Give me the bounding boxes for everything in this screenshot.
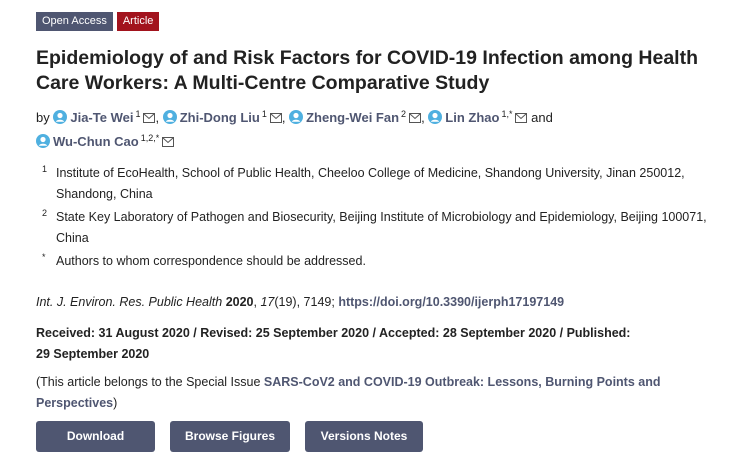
special-issue-note <box>36 372 726 414</box>
affiliation-item <box>36 163 736 205</box>
authors-conjunction: and <box>531 110 553 125</box>
special-issue-suffix: ) <box>113 396 118 410</box>
article-type-badge: Article <box>117 12 160 31</box>
open-access-badge[interactable]: Open Access <box>36 12 113 31</box>
affiliation-text: Institute of EcoHealth, School of Public Health, Cheeloo College of Medicine, Shandong University, Jinan 250012, Shandong, China <box>56 166 685 201</box>
doi-link[interactable]: https://doi.org/10.3390/ijerph17197149 <box>338 295 565 309</box>
author-name[interactable]: Wu-Chun Cao <box>53 134 139 149</box>
author-name[interactable]: Zheng-Wei Fan <box>306 110 400 125</box>
email-icon[interactable] <box>143 113 155 123</box>
browse-figures-button[interactable]: Browse Figures <box>170 421 290 452</box>
author-profile-icon <box>428 110 442 124</box>
author-link[interactable] <box>163 110 282 125</box>
article-title: Epidemiology of and Risk Factors for COVID-19 Infection among Health Care Workers: A Multi-Centre Comparative Study <box>36 47 699 94</box>
publication-dates: Received: 31 August 2020 / Revised: 25 September 2020 / Accepted: 28 September 2020 / Published: 29 September 2020 <box>36 326 631 361</box>
affiliation-mark: * <box>42 252 46 262</box>
author-affiliation-mark: 2 <box>401 109 407 119</box>
special-issue-link[interactable]: SARS-CoV2 and COVID-19 Outbreak: Lessons, Burning Points and Perspectives <box>36 375 661 410</box>
affiliations <box>36 163 736 274</box>
author-profile-icon <box>36 134 50 148</box>
email-icon[interactable] <box>162 137 174 147</box>
author-profile-icon <box>289 110 303 124</box>
badges <box>36 12 159 31</box>
affiliation-mark: 2 <box>42 208 48 218</box>
author-link[interactable] <box>53 110 155 125</box>
email-icon[interactable] <box>409 113 421 123</box>
citation-volume: 17 <box>260 295 275 309</box>
citation-year: 2020 <box>225 295 254 309</box>
affiliation-item <box>36 251 736 272</box>
author-link[interactable] <box>36 134 174 149</box>
author-list: by Jia-Te Wei $^1$ , Zhi-Dong Liu $^1$ , Zheng-Wei Fan $^2$ , Lin Zhao $^{1,*}$ and Wu-Chun Cao $^{1,2,*}$ <box>36 109 553 149</box>
affiliation-mark: 1 <box>42 164 48 174</box>
author-profile-icon <box>163 110 177 124</box>
author-name[interactable]: Zhi-Dong Liu <box>179 110 260 125</box>
author-affiliation-mark: 1,2,* <box>140 133 160 143</box>
author-link[interactable] <box>428 110 527 125</box>
action-buttons <box>36 421 423 452</box>
author-name[interactable]: Jia-Te Wei <box>70 110 134 125</box>
author-link[interactable] <box>289 110 421 125</box>
citation-issue-pages: (19), 7149; <box>274 295 335 309</box>
affiliation-text: Authors to whom correspondence should be addressed. <box>56 254 366 268</box>
download-button[interactable]: Download <box>36 421 155 452</box>
special-issue-prefix: (This article belongs to the Special Issue <box>36 375 261 389</box>
affiliation-item <box>36 207 736 249</box>
author-affiliation-mark: 1 <box>261 109 267 119</box>
author-name[interactable]: Lin Zhao <box>445 110 500 125</box>
journal-name: Int. J. Environ. Res. Public Health <box>36 295 223 309</box>
authors-prefix: by <box>36 110 50 125</box>
email-icon[interactable] <box>515 113 527 123</box>
affiliation-text: State Key Laboratory of Pathogen and Biosecurity, Beijing Institute of Microbiology and Epidemiology, Beijing 100071, China <box>56 210 707 245</box>
author-profile-icon <box>53 110 67 124</box>
email-icon[interactable] <box>270 113 282 123</box>
author-affiliation-mark: 1 <box>135 109 141 119</box>
versions-notes-button[interactable]: Versions Notes <box>305 421 423 452</box>
author-affiliation-mark: 1,* <box>501 109 513 119</box>
citation: Int. J. Environ. Res. Public Health 2020, 17(19), 7149; https://doi.org/10.3390/ijerph17197149 <box>36 295 565 309</box>
